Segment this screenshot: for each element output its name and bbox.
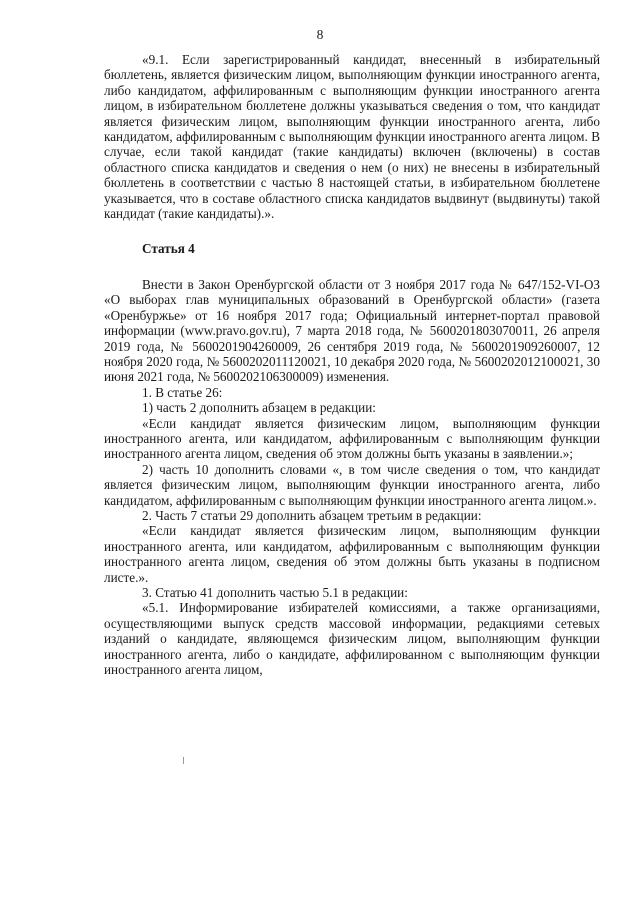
paragraph-subitem-1-quote: «Если кандидат является физическим лицом, выполняющим функции иностранного агента, или кандидатом, аффилированным с выполняющим функции иностранного агента лицом, сведения об этом должны быть указаны в заявлении.»; — [104, 415, 600, 462]
paragraph-9-1-amendment: «9.1. Если зарегистрированный кандидат, внесенный в избирательный бюллетень, является физическим лицом, выполняющим функции иностранного агента, либо кандидатом, аффилированным с выполняющим функции иностранного агента лицом, в избирательном бюллетене должны указываться сведения о том, что кандидат является физическим лицом, выполняющим функции иностранного агента, либо кандидатом, аффилированным с выполняющим функции иностранного агента лицом. В случае, если такой кандидат (такие кандидаты) включен (включены) в состав областного списка кандидатов и сведения о нем (о них) не внесены в избирательный бюллетень в соответствии с частью 8 настоящей статьи, в избирательном бюллетене указывается, что в составе областного списка кандидатов выдвинут (выдвинуты) такой кандидат (такие кандидаты).». — [104, 52, 600, 222]
paragraph-item-2: 2. Часть 7 статьи 29 дополнить абзацем третьим в редакции: — [142, 507, 482, 523]
paragraph-article-4-intro: Внести в Закон Оренбургской области от 3 ноября 2017 года № 647/152-VI-ОЗ «О выборах глав муниципальных образований в Оренбургской области» (газета «Оренбуржье» от 16 ноября 2017 года; Официальный интернет-портал правовой информации (www.pravo.gov.ru), 7 марта 2018 года, № 5600201803070011, 26 апреля 2019 года, № 5600201904260009, 26 сентября 2019 года, № 5600201909260007, 12 ноября 2020 года, № 5600202011120021, 10 декабря 2020 года, № 5600202012100021, 30 июня 2021 года, № 5600202106300009) изменения. — [104, 276, 600, 385]
paragraph-item-3: 3. Статью 41 дополнить частью 5.1 в редакции: — [142, 585, 408, 600]
paragraph-subitem-1: 1) часть 2 дополнить абзацем в редакции: — [142, 400, 376, 416]
paragraph-item-2-quote: «Если кандидат является физическим лицом, выполняющим функции иностранного агента, или кандидатом, аффилированным с выполняющим функции иностранного агента лицом, сведения об этом должны быть указаны в подписном листе.». — [104, 523, 600, 585]
document-body — [104, 52, 600, 677]
scan-artifact-mark — [183, 757, 184, 764]
paragraph-subitem-2: 2) часть 10 дополнить словами «, в том числе сведения о том, что кандидат является физическим лицом, выполняющим функции иностранного агента, либо кандидатом, аффилированным с выполняющим функции иностранного агента лицом.». — [104, 461, 600, 508]
paragraph-item-1: 1. В статье 26: — [142, 384, 223, 400]
page-number: 8 — [316, 27, 324, 42]
article-heading: Статья 4 — [142, 241, 195, 257]
paragraph-item-3-quote: «5.1. Информирование избирателей комиссиями, а также организациями, осуществляющими выпуск средств массовой информации, редакциями сетевых изданий о кандидате, являющемся физическим лицом, выполняющим функции иностранного агента, либо о кандидате, аффилированном с выполняющим функции иностранного агента лицом, — [104, 600, 600, 678]
